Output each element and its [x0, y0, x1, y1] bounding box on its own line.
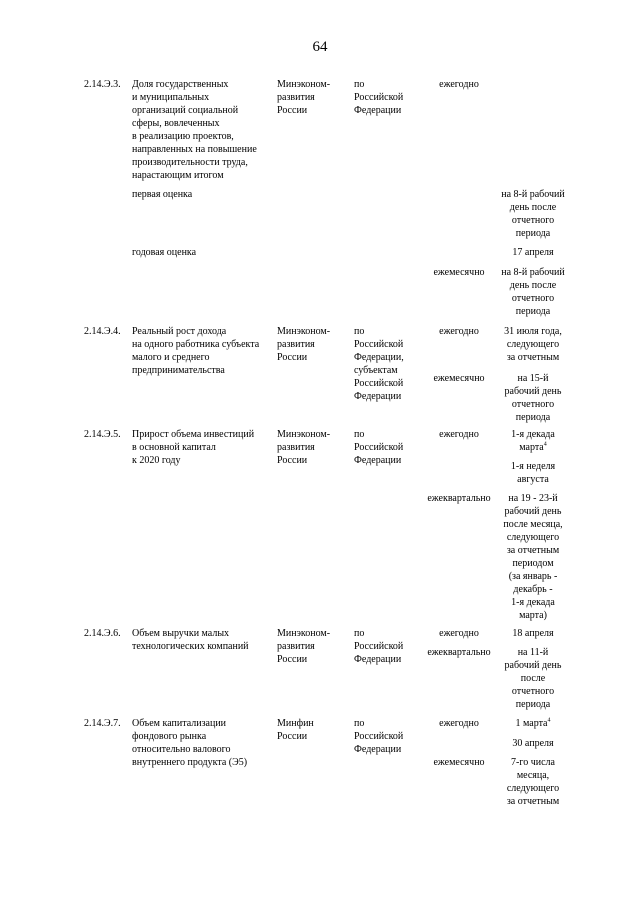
aggregation-level: по Российской Федерации [354, 429, 404, 466]
deadline: 1-я неделя августа [510, 461, 556, 485]
aggregation-level: по Российской Федерации, субъектам Российской Федерации [354, 326, 404, 402]
frequency: ежемесячно [433, 267, 485, 278]
deadline: 1-я декада марта$^4$ [511, 429, 555, 453]
frequency: ежемесячно [433, 373, 485, 384]
frequency: ежегодно [439, 628, 479, 639]
frequency: ежеквартально [427, 647, 491, 658]
indicator-name: Доля государственных и муниципальных организаций социальной сферы, вовлеченных в реализацию проектов, направленных на повышение производительности труда, нарастающим итогом [132, 79, 257, 181]
indicator-code: 2.14.Э.3. [84, 79, 121, 90]
indicator-code: 2.14.Э.7. [84, 718, 121, 729]
deadline: 18 апреля [512, 628, 554, 639]
indicator-code: 2.14.Э.5. [84, 429, 121, 440]
frequency: ежемесячно [433, 757, 485, 768]
deadline: на 15-й рабочий день отчетного периода [504, 373, 562, 423]
deadline: 31 июля года, следующего за отчетным [504, 326, 562, 363]
deadline: 30 апреля [512, 738, 554, 749]
responsible-agency: Минфин России [277, 718, 314, 742]
deadline: 1 марта$^4$ [515, 717, 551, 729]
sub-label: годовая оценка [132, 247, 197, 258]
responsible-agency: Минэконом- развития России [277, 79, 331, 116]
aggregation-level: по Российской Федерации [354, 79, 404, 116]
frequency: ежегодно [439, 429, 479, 440]
deadline: на 8-й рабочий день после отчетного периода [501, 267, 565, 317]
deadline: на 11-й рабочий день после отчетного периода [504, 647, 562, 710]
indicator-name: Реальный рост дохода на одного работника субъекта малого и среднего предпринимательства [132, 326, 260, 376]
deadline: на 8-й рабочий день после отчетного периода [501, 189, 565, 239]
aggregation-level: по Российской Федерации [354, 628, 404, 665]
frequency: ежегодно [439, 718, 479, 729]
frequency: ежегодно [439, 79, 479, 90]
footnote-mark: 4 [547, 717, 551, 724]
indicator-name: Прирост объема инвестиций в основной капитал к 2020 году [132, 429, 255, 466]
indicator-code: 2.14.Э.4. [84, 326, 121, 337]
page-number: 64 [312, 39, 328, 55]
sub-label: первая оценка [132, 189, 193, 200]
indicator-name: Объем капитализации фондового рынка относительно валового внутреннего продукта (Э5) [132, 718, 248, 768]
indicator-name: Объем выручки малых технологических компаний [132, 628, 249, 652]
footnote-mark: 4 [543, 441, 547, 448]
frequency: ежеквартально [427, 493, 491, 504]
deadline: на 19 - 23-й рабочий день после месяца, следующего за отчетным периодом (за январь - декабрь - 1-я декада марта) [503, 493, 563, 621]
deadline: 17 апреля [512, 247, 554, 258]
deadline: 7-го числа месяца, следующего за отчетным [506, 757, 560, 807]
indicator-code: 2.14.Э.6. [84, 628, 121, 639]
aggregation-level: по Российской Федерации [354, 718, 404, 755]
frequency: ежегодно [439, 326, 479, 337]
responsible-agency: Минэконом- развития России [277, 628, 331, 665]
responsible-agency: Минэконом- развития России [277, 326, 331, 363]
responsible-agency: Минэконом- развития России [277, 429, 331, 466]
